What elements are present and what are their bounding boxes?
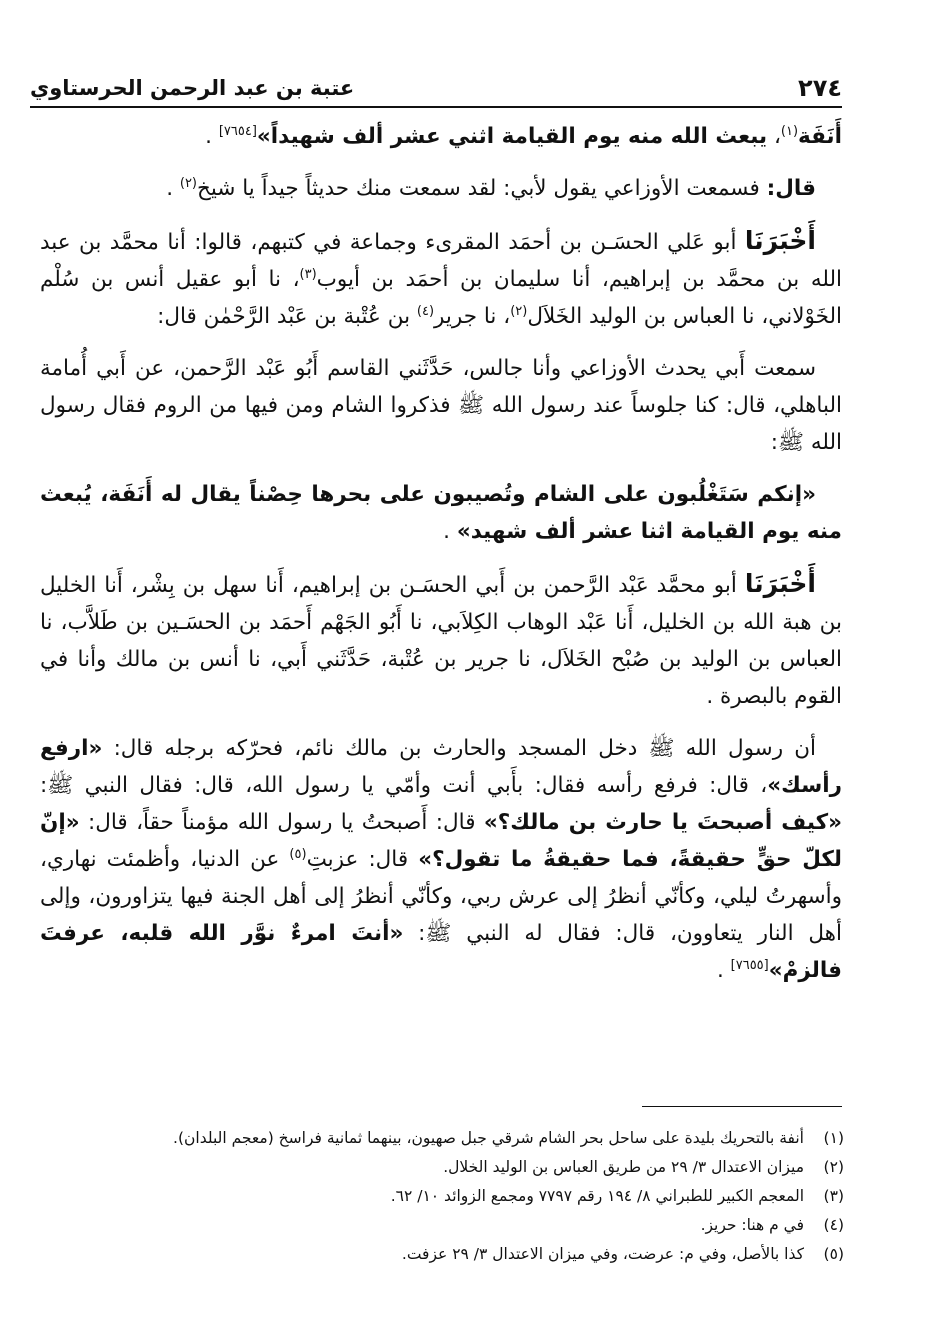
footnote-marker: (١) (780, 123, 799, 139)
text-run: أن رسول الله ﷺ دخل المسجد والحارث بن مالك نائم، فحرّكه برجله قال: (102, 736, 816, 761)
paragraph-6-isnad (40, 565, 842, 715)
footnote-marker: (٤) (416, 303, 435, 319)
text-run: أبو محمَّد عَبْد الرَّحمن بن أَبي الحسَـن بن إبراهيم، أَنا سهل بن بِشْر، أَنا الخليل بن هبة الله بن الخليل، أَنا عَبْد الوهاب الكِلاَبي، نا أَبُو الجَهْم أَحمَد بن الحسَـين بن طَلاَّب، نا العباس بن الوليد بن صُبْح الخَلاَل، نا جرير بن عُتْبة، حَدَّثَني أَبي، نا أنس بن مالك وأنا في القوم بالبصرة . (40, 573, 842, 709)
footnote-number: (٥) (823, 1245, 844, 1263)
footnote-text: المعجم الكبير للطبراني ٨/ ١٩٤ رقم ٧٧٩٧ ومجمع الزوائد ١٠/ ٦٢. (390, 1187, 804, 1205)
page-number: ٢٧٤ (798, 74, 842, 102)
text-run: قال: عزبتِ (306, 847, 419, 872)
hadith-text: «إنكم سَتَغْلُبون على الشام وتُصيبون على بحرها حِصْناً يقال له أَنَفَة، يُبعث منه يوم القيامة اثنا عشر ألف شهيد» (40, 482, 842, 544)
footnote-marker: (٥) (289, 846, 307, 862)
footnote-marker: (٣) (299, 266, 317, 282)
paragraph-4 (40, 350, 842, 461)
footnote-marker: (٢) (179, 175, 197, 191)
text-run: بن عُتْبة بن عَبْد الرَّحْمٰن قال: (157, 304, 417, 329)
footnote-text: كذا بالأصل، وفي م: عرضت، وفي ميزان الاعتدال ٣/ ٢٩ عزفت. (401, 1245, 804, 1263)
text-run: أبو عَلي الحسَـن بن أحمَد المقرىء وجماعة في كتبهم، قالوا: أنا محمَّد بن عبد الله بن محمَّد بن إبراهيم، أنا سليمان بن أحمَد بن أيوب (40, 230, 842, 292)
hadith-text: أَنَفَة (798, 124, 842, 149)
footnote (80, 1240, 844, 1269)
main-text (40, 118, 842, 1004)
footnote (80, 1182, 844, 1211)
text-run: . (205, 124, 219, 149)
text-run: . (716, 958, 731, 983)
text-run: ، نا أبو عقيل أنس بن سُلْم الخَوْلاني، نا العباس بن الوليد الخَلاَل (40, 267, 842, 329)
page-header (30, 66, 842, 108)
hadith-text: «كيف أصبحتَ يا حارث بن مالك؟» (483, 810, 842, 835)
hadith-text: «أنتَ امرءٌ نوَّر الله قلبه، عرفتَ فالزمْ» (40, 921, 842, 983)
paragraph-2 (40, 170, 842, 207)
akhbarana-heading: أَخْبَرَنَا (744, 226, 816, 255)
footnote (80, 1124, 844, 1153)
hadith-number: [٧٦٥٥] (730, 957, 769, 973)
hadith-text: «إنّ لكلّ حقٍّ حقيقةً، فما حقيقةُ ما تقول؟» (40, 810, 842, 872)
text-run: ، نا جرير (434, 304, 511, 329)
text-run: عن الدنيا، وأظمئت نهاري، وأسهرتُ ليلي، وكأنّي أنظرُ إلى عرش ربي، وكأنّي أنظرُ إلى أهل الجنة فيها يتزاورون، وإلى أهل النار يتعاوون، قال: فقال له النبي ﷺ: (40, 847, 842, 946)
footnote-number: (٢) (823, 1158, 844, 1176)
speaker-label: قال: (766, 176, 816, 201)
hadith-number: [٧٦٥٤] (218, 123, 257, 139)
footnote-number: (٤) (823, 1216, 844, 1234)
footnote-number: (٣) (823, 1187, 844, 1205)
running-title: عتبة بن عبد الرحمن الحرستاوي (30, 76, 355, 100)
text-run: ، قال: فرفع رأسه فقال: بأَبي أنت وأمّي يا رسول الله، قال: فقال النبي ﷺ: (40, 773, 768, 798)
footnote (80, 1153, 844, 1182)
text-run: . (166, 176, 180, 201)
text-run: قال: أَصبحتُ يا رسول الله مؤمناً حقاً، قال: (79, 810, 484, 835)
footnote (80, 1211, 844, 1240)
footnote-text: ميزان الاعتدال ٣/ ٢٩ من طريق العباس بن الوليد الخلال. (443, 1158, 804, 1176)
paragraph-1 (40, 118, 842, 155)
footnote-marker: (٢) (510, 303, 528, 319)
footnote-number: (١) (823, 1129, 844, 1147)
akhbarana-heading: أَخْبَرَنَا (744, 569, 816, 598)
hadith-text: يبعث الله منه يوم القيامة اثني عشر ألف شهيداً» (256, 124, 768, 149)
hadith-text: «ارفع رأسك» (40, 736, 842, 798)
paragraph-3-isnad (40, 222, 842, 335)
text-run: . (443, 519, 457, 544)
text-run: فسمعت الأوزاعي يقول لأبي: لقد سمعت منك حديثاً جيداً يا شيخ (197, 176, 767, 201)
footnote-divider (642, 1106, 842, 1107)
footnote-text: أنفة بالتحريك بليدة على ساحل بحر الشام شرقي جبل صهيون، بينهما ثمانية فراسخ (معجم البلدان). (173, 1129, 804, 1147)
paragraph-7 (40, 730, 842, 989)
paragraph-5-hadith (40, 476, 842, 550)
text-run: سمعت أَبي يحدث الأوزاعي وأنا جالس، حَدَّثَني القاسم أَبُو عَبْد الرَّحمن، عن أَبي أُمامة الباهلي، قال: كنا جلوساً عند رسول الله ﷺ فذكروا الشام ومن فيها من الروم فقال رسول الله ﷺ: (40, 356, 842, 455)
text-run: ، (767, 124, 781, 149)
footnote-text: في م هنا: حريز. (700, 1216, 804, 1234)
footnotes (80, 1124, 844, 1269)
